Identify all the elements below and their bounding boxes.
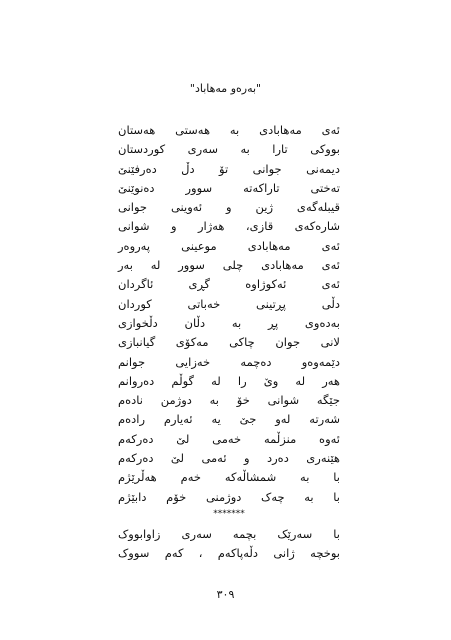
verse-line: با بە چەک دوژمنی خۆم دابێژم [118, 489, 340, 504]
verse-line: ئەی مەهابادی موعینی پەروەر [118, 238, 340, 253]
verse-line: شەرتە لەو جێ یە ئەیارم رادەم [118, 412, 340, 427]
verse-line: دڵی پڕتینی خەباتی کوردان [118, 296, 340, 311]
verse-line: تەختی تاراکەتە سوور دەنوێنێ [118, 180, 340, 195]
page-number: ٣٠٩ [216, 588, 235, 601]
poem-body [118, 121, 340, 564]
verse-line: ئەی مەهابادی بە هەستی هەستان [118, 123, 340, 137]
verse-line: هەر لە وێ را لە گوڵم دەروانم [118, 373, 340, 388]
verse-line: بووکی تارا بە سەری کوردستان [118, 142, 340, 157]
verse-line: بەدەوی پڕ بە دڵان دڵخوازی [118, 315, 340, 330]
verse-line: دیمەنی جوانی تۆ دڵ دەرفێنێ [118, 161, 340, 176]
verse-line: ئەی ئەکوژاوە گڕی ئاگردان [118, 277, 340, 292]
stanza-separator: ******* [213, 508, 245, 519]
verse-line: جێگە شوانی خۆ بە دوژمن نادەم [118, 393, 340, 408]
verse-line: با بە شمشاڵەکە خەم هەڵرێژم [118, 470, 340, 485]
verse-line: ئەی مەهابادی چلی سوور لە بەر [118, 258, 340, 273]
verse-line: با سەرێک بچمە سەری زاوابووک [118, 526, 340, 541]
verse-line: بوخچە ژانی دڵەپاکەم ، کەم سووک [118, 546, 340, 561]
verse-line: ئەوە منزڵمە خەمی لێ دەرکەم [118, 431, 340, 446]
verse-line: شارەکەی قازی، هەژار و شوانی [118, 219, 340, 234]
verse-line: هێنەری دەرد و ئەمی لێ دەرکەم [118, 451, 340, 466]
verse-line: لانی جوان چاکی مەکۆی گیانبازی [118, 335, 340, 350]
poem-title: "بەرەو مەهاباد" [189, 82, 262, 95]
verse-line: دێمەوەو دەچمە خەزایی جوانم [118, 354, 340, 369]
verse-line: قیبلەگەی ژین و ئەوینی جوانی [118, 200, 340, 215]
